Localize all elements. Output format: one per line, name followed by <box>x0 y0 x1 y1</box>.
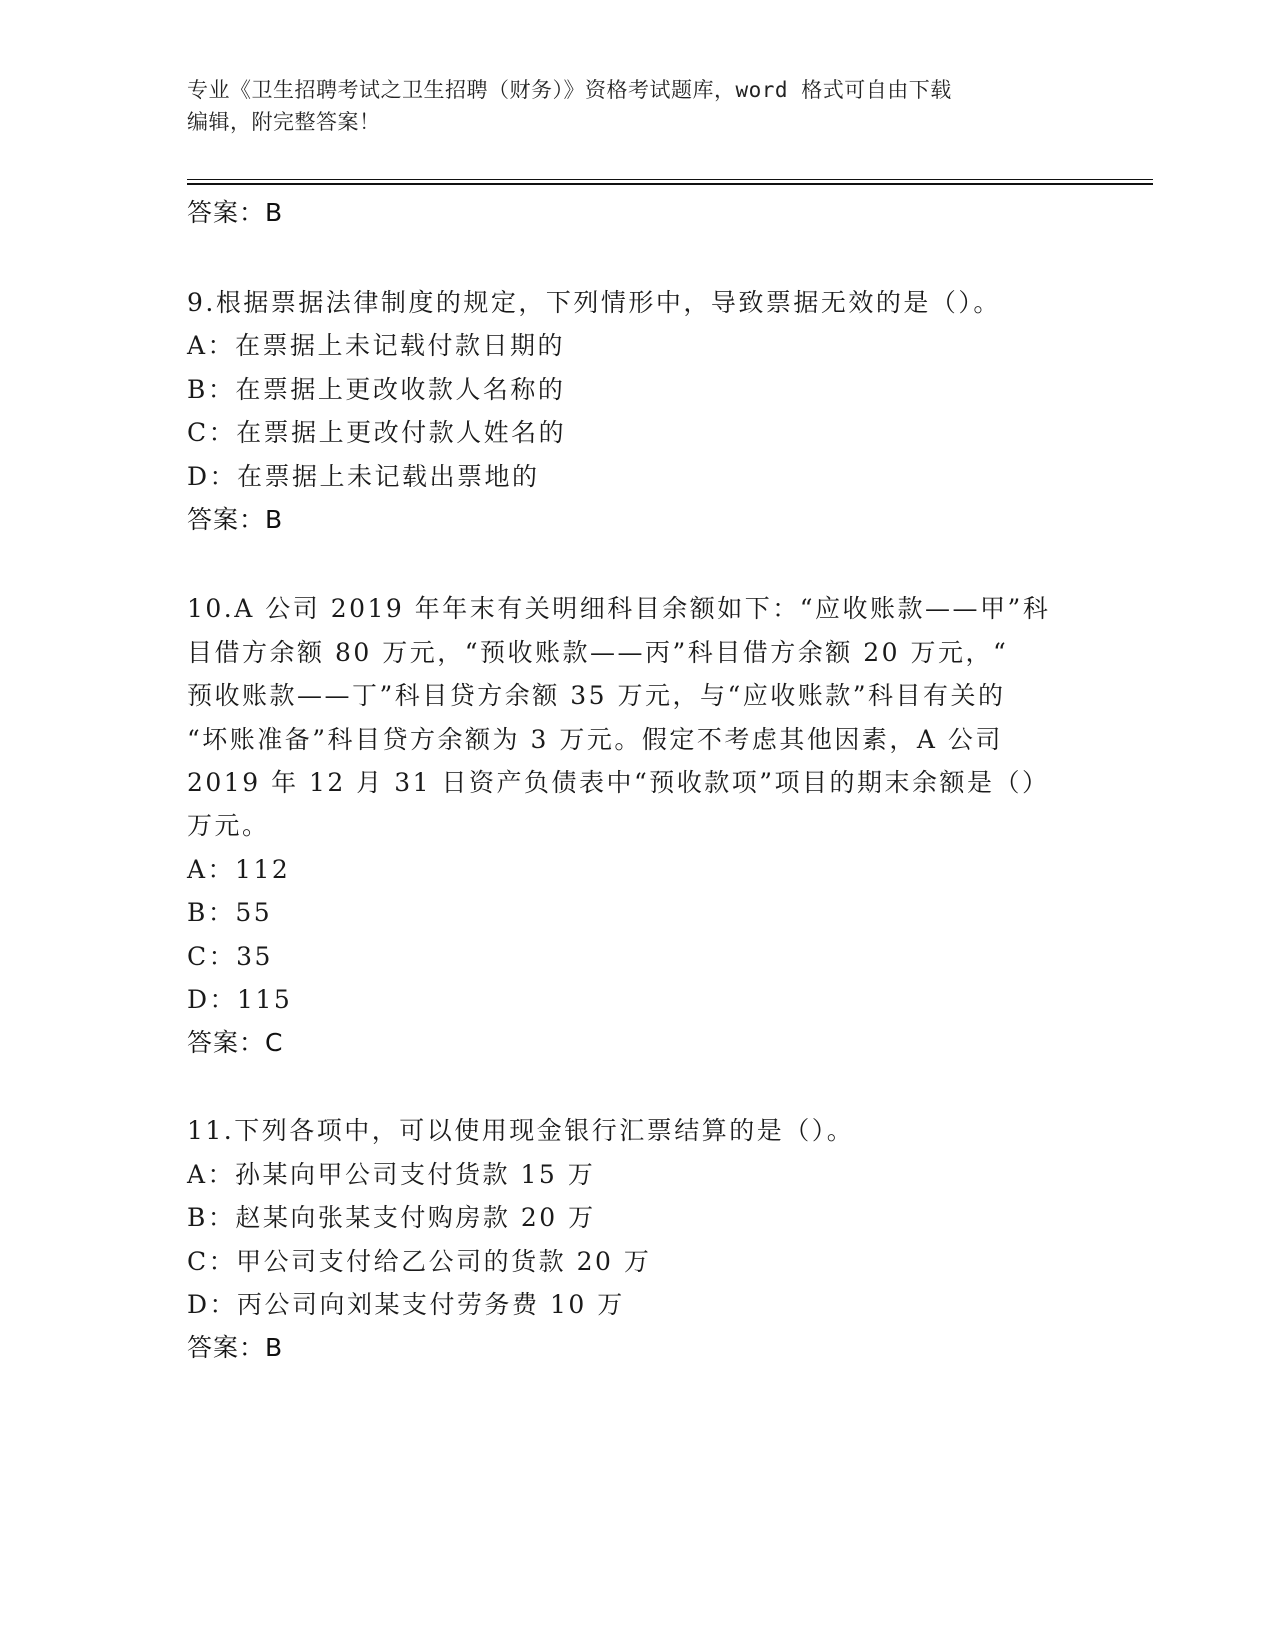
header-line-2: 编辑，附完整答案！ <box>187 110 381 134</box>
question-11-option-b: B：赵某向张某支付购房款 20 万 <box>187 1203 596 1232</box>
question-10-stem-line-4: “坏账准备”科目贷方余额为 3 万元。假定不考虑其他因素，A 公司 <box>187 725 1003 754</box>
question-10-stem-line-2: 目借方余额 80 万元，“预收账款——丙”科目借方余额 20 万元，“ <box>187 638 1009 667</box>
answer-q8: 答案：B <box>187 198 284 227</box>
header-divider-thin <box>187 179 1153 180</box>
question-10-option-a: A：112 <box>187 855 291 884</box>
question-10-option-c: C：35 <box>187 942 273 971</box>
question-10-option-d: D：115 <box>187 985 293 1014</box>
question-9-option-c: C：在票据上更改付款人姓名的 <box>187 418 567 447</box>
question-9-option-b: B：在票据上更改收款人名称的 <box>187 375 566 404</box>
question-11-stem: 11.下列各项中，可以使用现金银行汇票结算的是（）。 <box>187 1116 855 1145</box>
question-9-option-d: D：在票据上未记载出票地的 <box>187 462 540 491</box>
header-divider-thick <box>187 183 1153 185</box>
question-11-option-c: C：甲公司支付给乙公司的货款 20 万 <box>187 1247 652 1276</box>
question-9-option-a: A：在票据上未记载付款日期的 <box>187 331 566 360</box>
question-10-stem-line-6: 万元。 <box>187 811 270 840</box>
question-9-stem: 9.根据票据法律制度的规定，下列情形中，导致票据无效的是（）。 <box>187 288 1001 317</box>
question-11-option-a: A：孙某向甲公司支付货款 15 万 <box>187 1160 596 1189</box>
question-10-stem-line-3: 预收账款——丁”科目贷方余额 35 万元，与“应收账款”科目有关的 <box>187 681 1006 710</box>
question-10-option-b: B：55 <box>187 898 273 927</box>
answer-q10: 答案：C <box>187 1028 284 1057</box>
question-10-stem-line-5: 2019 年 12 月 31 日资产负债表中“预收款项”项目的期末余额是（） <box>187 768 1050 797</box>
question-11-option-d: D：丙公司向刘某支付劳务费 10 万 <box>187 1290 625 1319</box>
document-header <box>187 74 1087 138</box>
question-10-stem-line-1: 10.A 公司 2019 年年末有关明细科目余额如下：“应收账款——甲”科 <box>187 594 1051 623</box>
answer-q11: 答案：B <box>187 1333 284 1362</box>
answer-q9: 答案：B <box>187 505 284 534</box>
header-line-1: 专业《卫生招聘考试之卫生招聘（财务）》资格考试题库，word 格式可自由下载 <box>187 78 952 102</box>
